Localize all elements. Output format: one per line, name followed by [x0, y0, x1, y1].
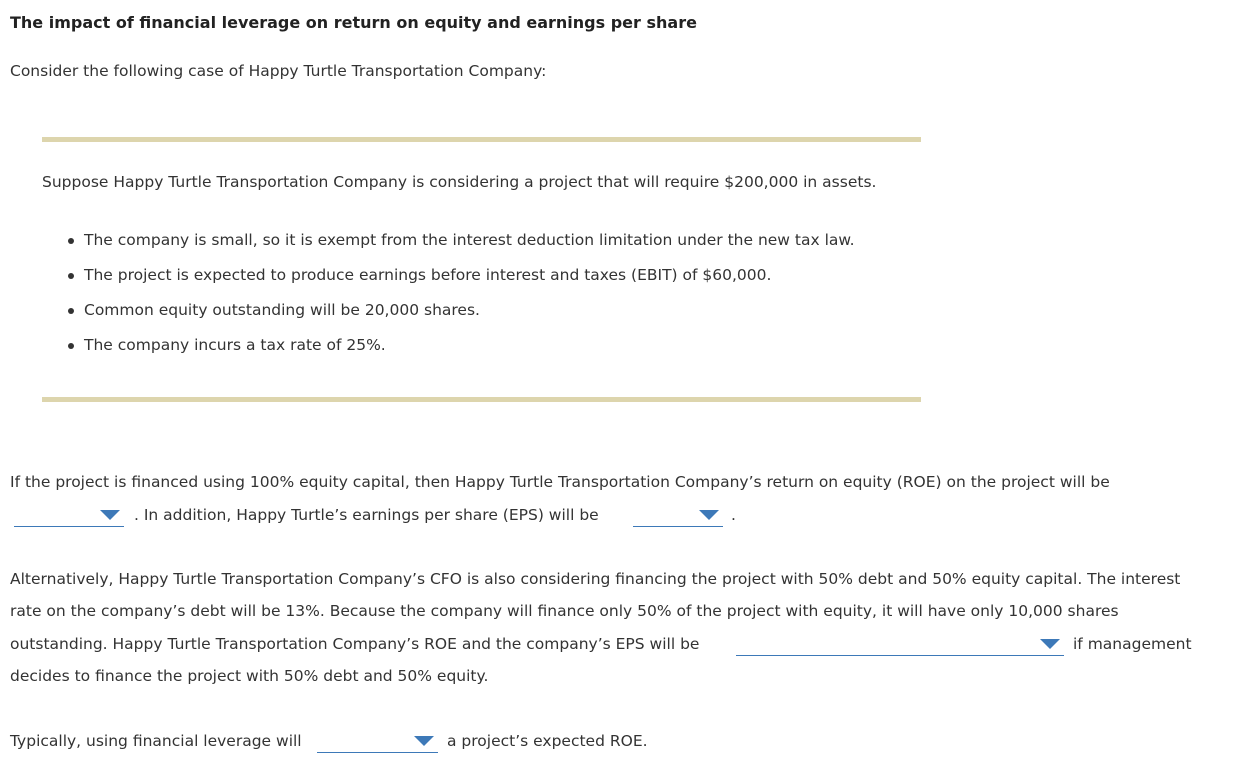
roe-dropdown[interactable]	[14, 505, 124, 527]
chevron-down-icon	[100, 510, 120, 520]
list-item: The company incurs a tax rate of 25%.	[66, 336, 855, 371]
chevron-down-icon	[414, 736, 434, 746]
q1-mid-text: . In addition, Happy Turtle’s earnings per share (EPS) will be	[134, 506, 599, 524]
q2-line3: outstanding. Happy Turtle Transportation Company’s ROE and the company’s EPS will be	[10, 635, 700, 653]
intro-text: Consider the following case of Happy Turtle Transportation Company:	[10, 62, 547, 80]
chevron-down-icon	[1040, 639, 1060, 649]
q2-line1: Alternatively, Happy Turtle Transportation Company’s CFO is also considering financing the project with 50% debt and 50% equity capital. The interest	[10, 570, 1181, 588]
list-item: The project is expected to produce earnings before interest and taxes (EBIT) of $60,000.	[66, 266, 855, 301]
leverage-effect-dropdown[interactable]	[317, 731, 438, 753]
case-intro-text: Suppose Happy Turtle Transportation Company is considering a project that will require $200,000 in assets.	[42, 173, 877, 191]
eps-dropdown[interactable]	[633, 505, 723, 527]
chevron-down-icon	[699, 510, 719, 520]
q3-after-text: a project’s expected ROE.	[447, 732, 648, 750]
roe-eps-change-dropdown[interactable]	[736, 634, 1064, 656]
list-item: Common equity outstanding will be 20,000 shares.	[66, 301, 855, 336]
q2-line4: decides to finance the project with 50% debt and 50% equity.	[10, 667, 489, 685]
list-item: The company is small, so it is exempt from the interest deduction limitation under the new tax law.	[66, 231, 855, 266]
q1-line1: If the project is financed using 100% equity capital, then Happy Turtle Transportation Company’s return on equity (ROE) on the project will be	[10, 473, 1110, 491]
q1-end-text: .	[731, 506, 736, 524]
case-bullet-list	[66, 231, 855, 371]
case-bottom-rule	[42, 397, 921, 402]
q2-after-text: if management	[1073, 635, 1192, 653]
q3-before-text: Typically, using financial leverage will	[10, 732, 302, 750]
page-title: The impact of financial leverage on return on equity and earnings per share	[10, 13, 697, 32]
case-top-rule	[42, 137, 921, 142]
q2-line2: rate on the company’s debt will be 13%. Because the company will finance only 50% of the project with equity, it will have only 10,000 shares	[10, 602, 1119, 620]
